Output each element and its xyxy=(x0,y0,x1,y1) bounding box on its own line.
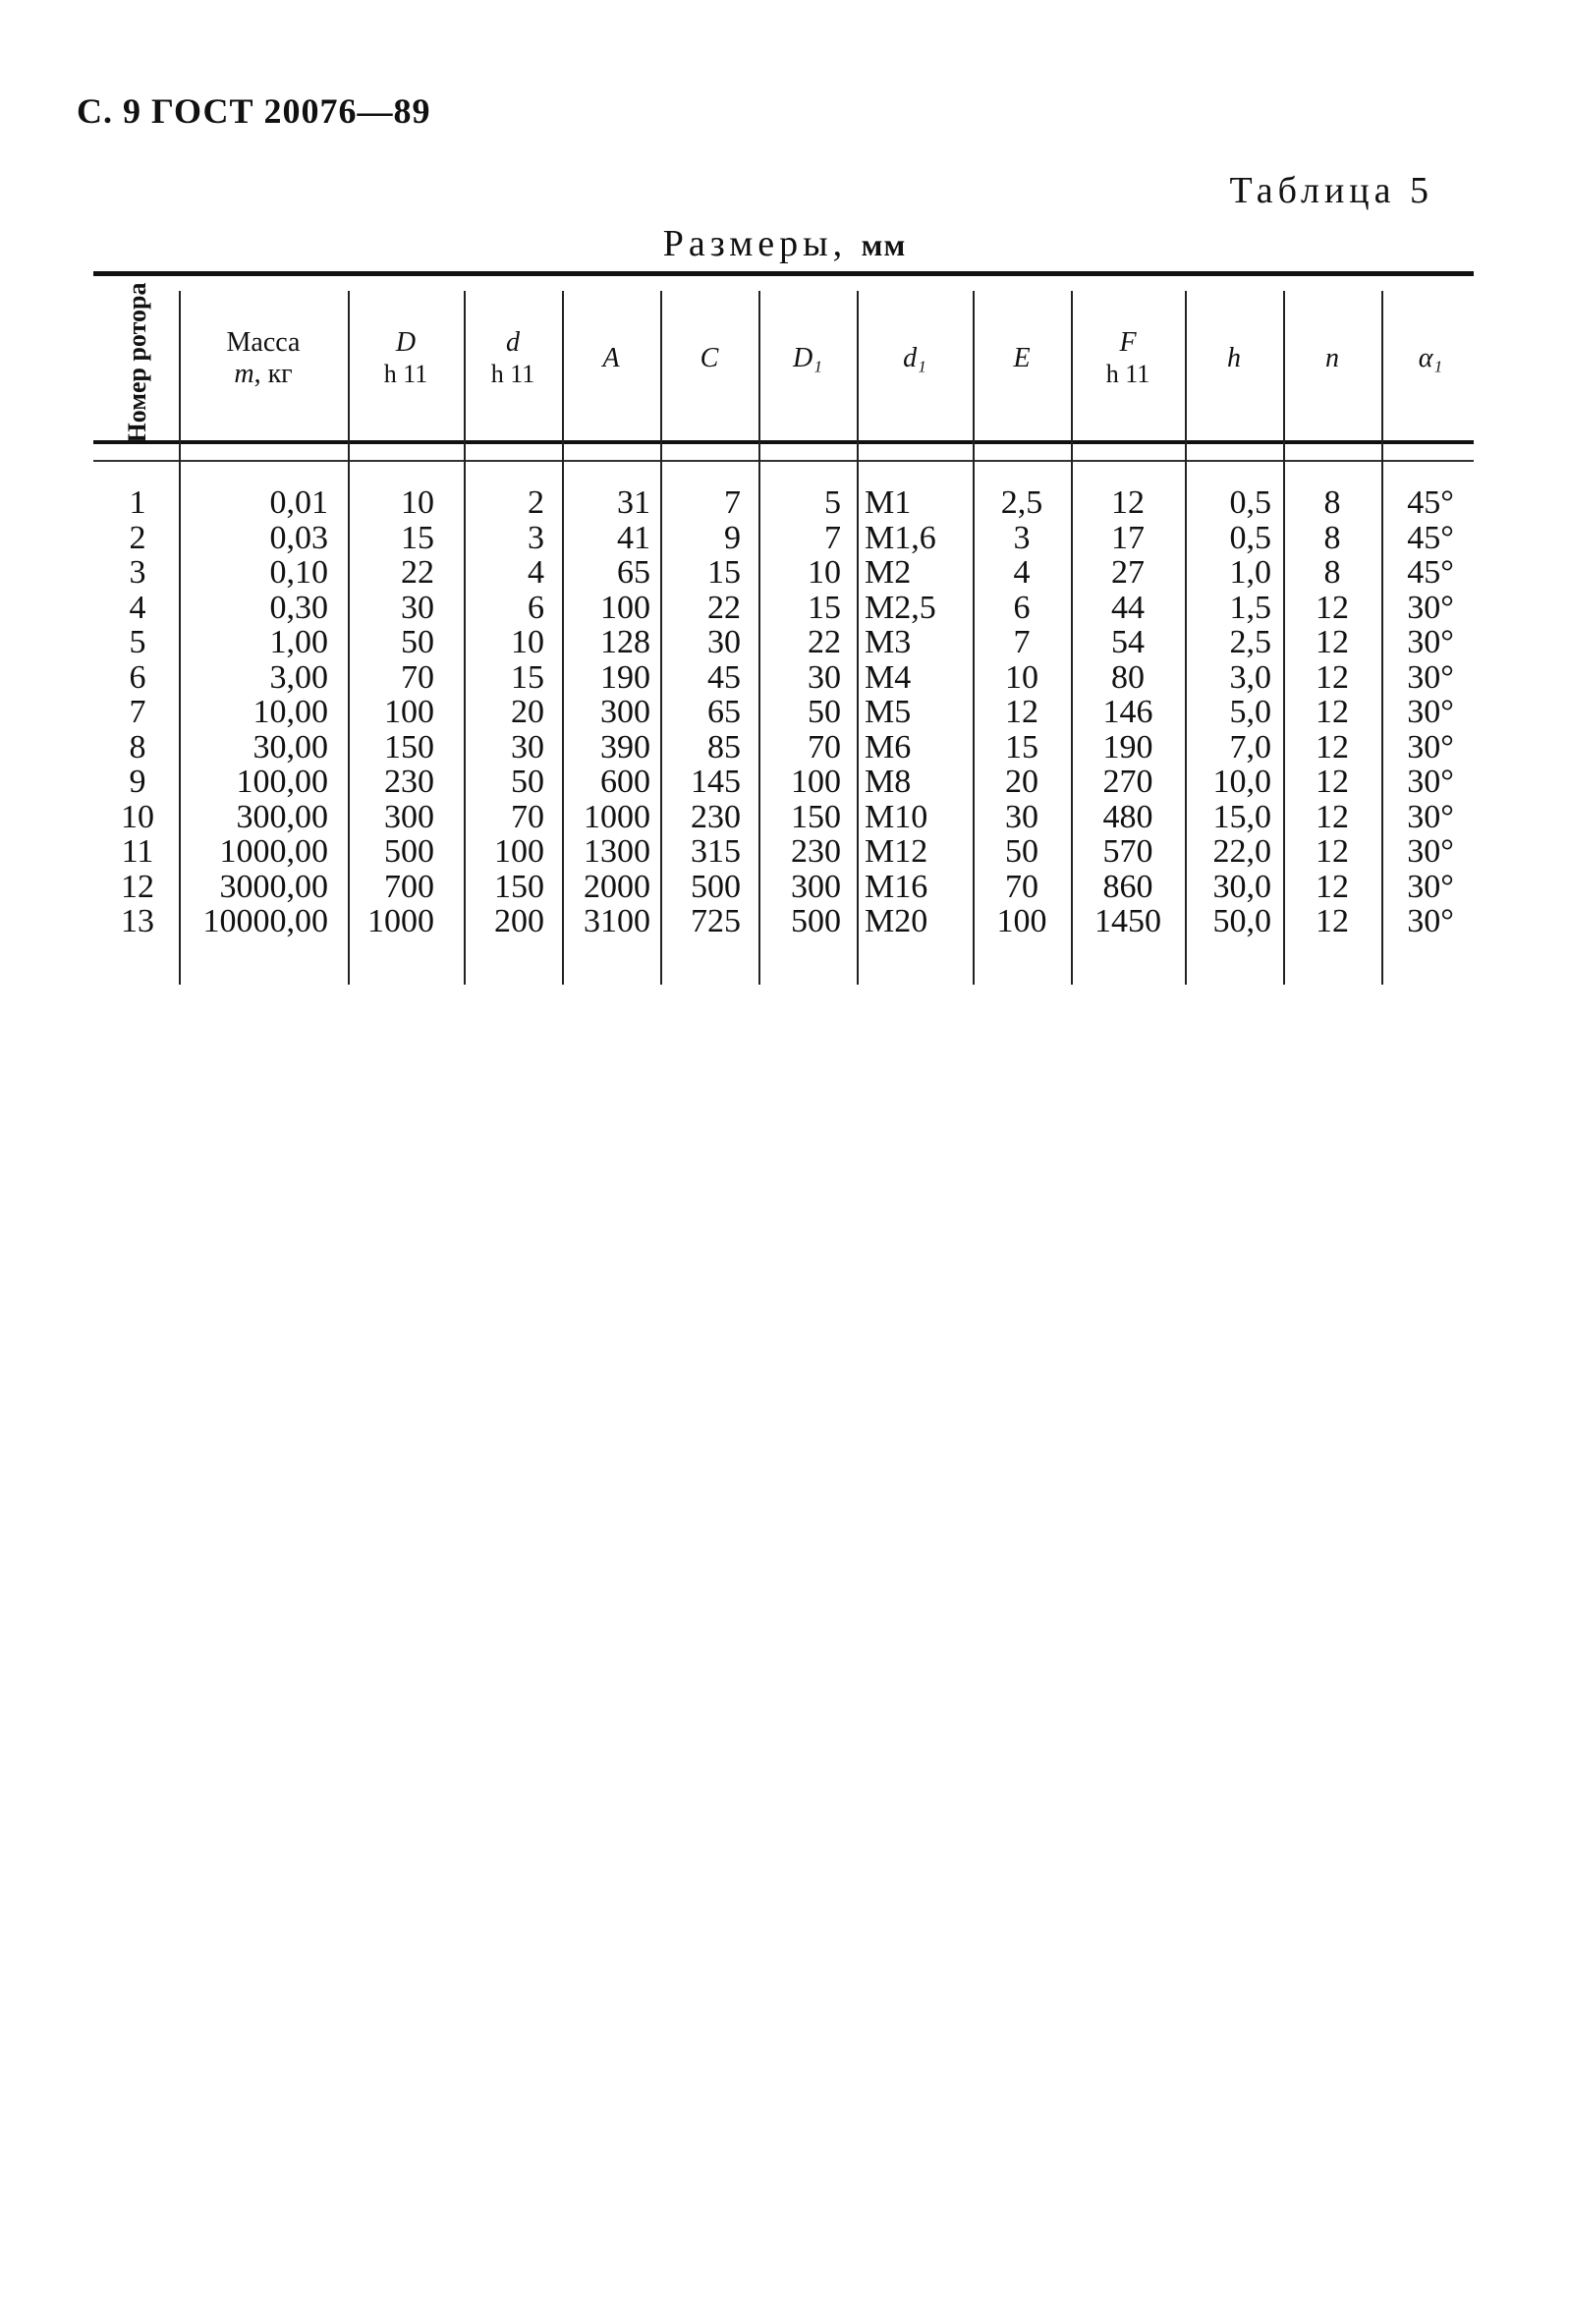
cell-d: 100 xyxy=(494,833,544,870)
column-mass xyxy=(181,485,328,939)
cell-d: 150 xyxy=(494,868,544,905)
cell-A: 100 xyxy=(600,589,650,626)
column-alpha1 xyxy=(1383,485,1478,939)
cell-d: 6 xyxy=(528,589,544,626)
column-n xyxy=(1285,485,1379,939)
cell-d1: M10 xyxy=(865,798,928,835)
cell-C: 230 xyxy=(691,798,741,835)
cell-mass: 0,03 xyxy=(269,519,328,556)
cell-D1: 5 xyxy=(824,484,841,521)
header-h: h xyxy=(1227,343,1241,373)
column-C xyxy=(662,485,741,939)
header-C: C xyxy=(700,343,719,373)
cell-alpha1: 30° xyxy=(1407,694,1454,730)
cell-h: 7,0 xyxy=(1229,728,1271,765)
cell-n: 12 xyxy=(1316,798,1349,835)
cell-D1: 22 xyxy=(808,624,841,660)
cell-h: 0,5 xyxy=(1229,484,1271,521)
cell-A: 600 xyxy=(600,764,650,800)
cell-D: 15 xyxy=(401,519,434,556)
cell-rotor: 5 xyxy=(129,624,146,660)
column-h xyxy=(1187,485,1271,939)
cell-d1: M20 xyxy=(865,903,928,939)
cell-D: 50 xyxy=(401,624,434,660)
cell-E: 100 xyxy=(996,903,1047,939)
cell-E: 30 xyxy=(1005,798,1038,835)
cell-n: 12 xyxy=(1316,728,1349,765)
cell-E: 12 xyxy=(1005,694,1038,730)
cell-A: 3100 xyxy=(584,903,650,939)
cell-rotor: 6 xyxy=(129,658,146,696)
header-D-symbol: D xyxy=(395,327,417,358)
cell-n: 12 xyxy=(1316,658,1349,696)
cell-D: 70 xyxy=(401,658,434,696)
cell-C: 315 xyxy=(691,833,741,870)
cell-F: 44 xyxy=(1111,589,1145,626)
cell-alpha1: 30° xyxy=(1407,798,1454,835)
cell-C: 725 xyxy=(691,903,741,939)
caption-unit: мм xyxy=(861,227,907,262)
cell-F: 27 xyxy=(1111,554,1145,591)
cell-C: 30 xyxy=(707,624,741,660)
cell-D1: 300 xyxy=(791,868,841,905)
cell-E: 15 xyxy=(1005,728,1038,765)
cell-n: 12 xyxy=(1316,868,1349,905)
cell-h: 0,5 xyxy=(1229,519,1271,556)
cell-rotor: 12 xyxy=(121,868,154,905)
cell-d1: M4 xyxy=(865,658,912,696)
cell-d1: M8 xyxy=(865,764,912,800)
cell-D: 230 xyxy=(384,764,434,800)
header-D1: D₁ xyxy=(793,343,822,373)
cell-alpha1: 45° xyxy=(1407,519,1454,556)
cell-D: 100 xyxy=(384,694,434,730)
cell-h: 50,0 xyxy=(1212,903,1271,939)
cell-F: 1450 xyxy=(1094,903,1161,939)
cell-n: 12 xyxy=(1316,903,1349,939)
header-d1: d₁ xyxy=(903,343,926,373)
cell-d1: M1,6 xyxy=(865,519,936,556)
header-bottom-rule xyxy=(93,440,1474,444)
cell-d1: M3 xyxy=(865,624,912,660)
cell-F: 190 xyxy=(1102,728,1153,765)
cell-h: 5,0 xyxy=(1229,694,1271,730)
cell-n: 12 xyxy=(1316,833,1349,870)
caption-text: Размеры, xyxy=(662,223,848,264)
cell-D1: 230 xyxy=(791,833,841,870)
header-alpha1: α₁ xyxy=(1418,343,1443,373)
cell-C: 9 xyxy=(724,519,741,556)
cell-mass: 300,00 xyxy=(236,798,328,835)
cell-D1: 150 xyxy=(791,798,841,835)
header-F xyxy=(1073,285,1183,432)
header-n: n xyxy=(1325,343,1339,373)
cell-rotor: 13 xyxy=(121,903,154,939)
cell-mass: 100,00 xyxy=(236,764,328,800)
cell-F: 146 xyxy=(1102,694,1153,730)
cell-E: 7 xyxy=(1013,624,1031,660)
cell-D1: 30 xyxy=(808,658,841,696)
cell-d: 15 xyxy=(511,658,544,696)
cell-A: 300 xyxy=(600,694,650,730)
cell-rotor: 9 xyxy=(129,764,146,800)
header-A: A xyxy=(602,343,620,373)
cell-alpha1: 30° xyxy=(1407,589,1454,626)
cell-F: 17 xyxy=(1111,519,1145,556)
cell-F: 270 xyxy=(1102,764,1153,800)
cell-D1: 50 xyxy=(808,694,841,730)
cell-d: 30 xyxy=(511,728,544,765)
cell-rotor: 7 xyxy=(129,694,146,730)
header-E: E xyxy=(1013,343,1031,373)
cell-h: 2,5 xyxy=(1229,624,1271,660)
cell-d1: M2,5 xyxy=(865,589,936,626)
cell-alpha1: 30° xyxy=(1407,658,1454,696)
cell-alpha1: 30° xyxy=(1407,624,1454,660)
cell-d1: M16 xyxy=(865,868,928,905)
cell-F: 54 xyxy=(1111,624,1145,660)
cell-d: 20 xyxy=(511,694,544,730)
cell-D: 10 xyxy=(401,484,434,521)
cell-F: 12 xyxy=(1111,484,1145,521)
cell-D1: 7 xyxy=(824,519,841,556)
cell-alpha1: 45° xyxy=(1407,554,1454,591)
cell-d: 10 xyxy=(511,624,544,660)
cell-D: 150 xyxy=(384,728,434,765)
cell-mass: 1,00 xyxy=(269,624,328,660)
cell-F: 860 xyxy=(1102,868,1153,905)
cell-C: 45 xyxy=(707,658,741,696)
header-d-symbol: d xyxy=(506,327,520,358)
page-header: С. 9 ГОСТ 20076—89 xyxy=(77,91,431,131)
cell-alpha1: 30° xyxy=(1407,833,1454,870)
column-d xyxy=(466,485,544,939)
header-mass-unit: , кг xyxy=(253,359,293,389)
cell-h: 1,0 xyxy=(1229,554,1271,591)
cell-mass: 10000,00 xyxy=(202,903,328,939)
cell-A: 41 xyxy=(617,519,650,556)
cell-h: 10,0 xyxy=(1212,764,1271,800)
table-number: Таблица 5 xyxy=(1229,170,1433,211)
cell-n: 8 xyxy=(1323,554,1341,591)
cell-rotor: 3 xyxy=(129,554,146,591)
cell-alpha1: 30° xyxy=(1407,728,1454,765)
cell-D: 22 xyxy=(401,554,434,591)
cell-h: 1,5 xyxy=(1229,589,1271,626)
cell-alpha1: 30° xyxy=(1407,868,1454,905)
cell-D1: 70 xyxy=(808,728,841,765)
column-rotor-number xyxy=(98,485,177,939)
cell-n: 8 xyxy=(1323,519,1341,556)
header-d-tolerance: h 11 xyxy=(490,360,535,388)
cell-mass: 1000,00 xyxy=(219,833,328,870)
cell-F: 80 xyxy=(1111,658,1145,696)
cell-n: 8 xyxy=(1323,484,1341,521)
cell-d1: M6 xyxy=(865,728,912,765)
cell-E: 70 xyxy=(1005,868,1038,905)
table-caption xyxy=(0,222,1569,265)
header-D xyxy=(350,285,462,432)
cell-F: 480 xyxy=(1102,798,1153,835)
cell-h: 22,0 xyxy=(1212,833,1271,870)
cell-d: 50 xyxy=(511,764,544,800)
cell-d1: M2 xyxy=(865,554,912,591)
header-D-tolerance: h 11 xyxy=(383,360,428,388)
cell-n: 12 xyxy=(1316,764,1349,800)
cell-d: 3 xyxy=(528,519,544,556)
cell-D: 1000 xyxy=(367,903,434,939)
cell-mass: 3000,00 xyxy=(219,868,328,905)
cell-A: 1300 xyxy=(584,833,650,870)
cell-d: 200 xyxy=(494,903,544,939)
cell-E: 20 xyxy=(1005,764,1038,800)
header-F-tolerance: h 11 xyxy=(1105,360,1150,388)
cell-rotor: 10 xyxy=(121,798,154,835)
cell-d1: M5 xyxy=(865,694,912,730)
cell-A: 2000 xyxy=(584,868,650,905)
cell-A: 128 xyxy=(600,624,650,660)
cell-A: 65 xyxy=(617,554,650,591)
header-bottom-rule-thin xyxy=(93,460,1474,462)
cell-E: 6 xyxy=(1013,589,1031,626)
cell-mass: 10,00 xyxy=(252,694,328,730)
column-A xyxy=(564,485,650,939)
cell-C: 500 xyxy=(691,868,741,905)
cell-E: 10 xyxy=(1005,658,1038,696)
header-rotor-number: Номер ротора xyxy=(123,282,151,443)
cell-D: 700 xyxy=(384,868,434,905)
cell-rotor: 4 xyxy=(129,589,146,626)
cell-h: 30,0 xyxy=(1212,868,1271,905)
table-top-rule xyxy=(93,271,1474,276)
cell-A: 31 xyxy=(617,484,650,521)
cell-rotor: 11 xyxy=(121,833,154,870)
column-D xyxy=(350,485,434,939)
cell-C: 15 xyxy=(707,554,741,591)
cell-D1: 100 xyxy=(791,764,841,800)
cell-d: 4 xyxy=(528,554,544,591)
header-mass-unit-line xyxy=(234,359,292,390)
cell-d: 70 xyxy=(511,798,544,835)
header-d xyxy=(466,285,560,432)
cell-n: 12 xyxy=(1316,624,1349,660)
cell-D: 300 xyxy=(384,798,434,835)
cell-C: 22 xyxy=(707,589,741,626)
cell-E: 50 xyxy=(1005,833,1038,870)
cell-A: 390 xyxy=(600,728,650,765)
cell-D1: 10 xyxy=(808,554,841,591)
cell-F: 570 xyxy=(1102,833,1153,870)
cell-d1: M1 xyxy=(865,484,912,521)
column-D1 xyxy=(760,485,841,939)
column-E xyxy=(975,485,1069,939)
header-mass xyxy=(181,285,346,432)
cell-h: 15,0 xyxy=(1212,798,1271,835)
cell-h: 3,0 xyxy=(1229,658,1271,696)
cell-alpha1: 30° xyxy=(1407,903,1454,939)
cell-E: 4 xyxy=(1013,554,1031,591)
cell-E: 2,5 xyxy=(1000,484,1043,521)
cell-mass: 0,30 xyxy=(269,589,328,626)
cell-d1: M12 xyxy=(865,833,928,870)
header-F-symbol: F xyxy=(1119,327,1137,358)
cell-mass: 3,00 xyxy=(269,658,328,696)
cell-D1: 500 xyxy=(791,903,841,939)
cell-alpha1: 45° xyxy=(1407,484,1454,521)
cell-alpha1: 30° xyxy=(1407,764,1454,800)
cell-rotor: 1 xyxy=(129,484,146,521)
cell-E: 3 xyxy=(1013,519,1031,556)
cell-d: 2 xyxy=(528,484,544,521)
cell-mass: 0,01 xyxy=(269,484,328,521)
cell-C: 7 xyxy=(724,484,741,521)
cell-n: 12 xyxy=(1316,589,1349,626)
header-mass-symbol: m xyxy=(234,359,254,389)
cell-D: 30 xyxy=(401,589,434,626)
cell-n: 12 xyxy=(1316,694,1349,730)
cell-A: 190 xyxy=(600,658,650,696)
cell-mass: 0,10 xyxy=(269,554,328,591)
cell-rotor: 8 xyxy=(129,728,146,765)
cell-C: 145 xyxy=(691,764,741,800)
cell-C: 85 xyxy=(707,728,741,765)
cell-D1: 15 xyxy=(808,589,841,626)
column-d1 xyxy=(865,485,973,939)
cell-D: 500 xyxy=(384,833,434,870)
column-F xyxy=(1073,485,1183,939)
cell-C: 65 xyxy=(707,694,741,730)
cell-rotor: 2 xyxy=(129,519,146,556)
cell-mass: 30,00 xyxy=(252,728,328,765)
header-mass-label: Масса xyxy=(226,327,301,358)
cell-A: 1000 xyxy=(584,798,650,835)
